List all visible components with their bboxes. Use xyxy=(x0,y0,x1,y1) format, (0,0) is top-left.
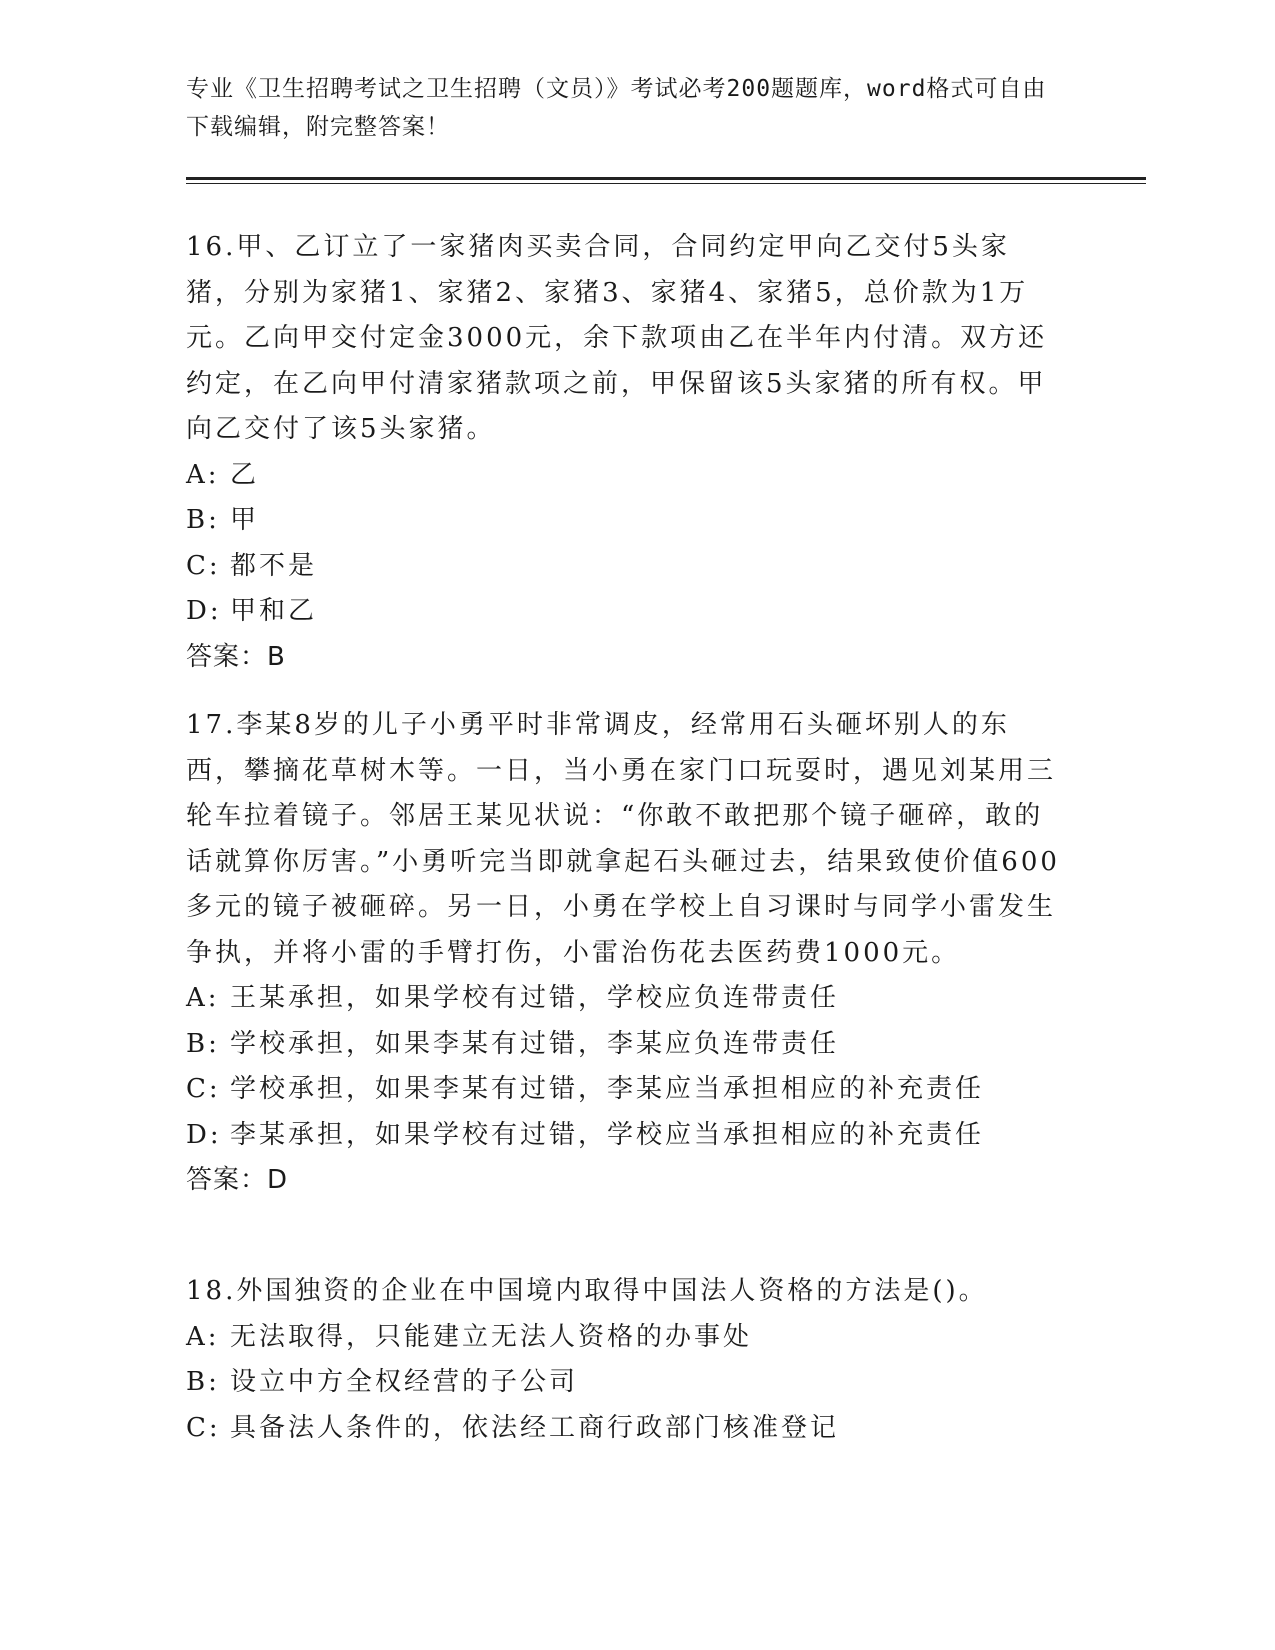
option-key: A: xyxy=(186,983,220,1013)
option-key: A: xyxy=(186,459,220,490)
option-key: A: xyxy=(186,1321,220,1352)
option-key: B: xyxy=(186,1367,220,1397)
question-18 xyxy=(186,1269,1066,1451)
option-text: 王某承担，如果学校有过错，学校应负连带责任 xyxy=(230,983,840,1013)
option-text: 李某承担，如果学校有过错，学校应当承担相应的补充责任 xyxy=(230,1119,985,1150)
option-b xyxy=(186,1022,1066,1068)
option-text: 乙 xyxy=(230,459,260,490)
option-c xyxy=(186,1406,1066,1452)
header-divider-thick xyxy=(186,177,1146,180)
document-page xyxy=(186,70,1146,1443)
option-a xyxy=(186,976,1066,1022)
option-b xyxy=(186,1360,1066,1406)
question-16 xyxy=(186,225,1066,680)
option-a xyxy=(186,453,1066,499)
option-key: B: xyxy=(186,505,220,535)
question-stem: 18.外国独资的企业在中国境内取得中国法人资格的方法是()。 xyxy=(186,1276,988,1306)
option-key: C: xyxy=(186,1412,221,1443)
option-d xyxy=(186,589,1066,635)
header-divider-thin xyxy=(186,183,1146,184)
option-a xyxy=(186,1315,1066,1361)
answer: 答案：B xyxy=(186,641,286,672)
question-17 xyxy=(186,703,1066,1204)
option-b xyxy=(186,498,1066,544)
document-header: 专业《卫生招聘考试之卫生招聘（文员）》考试必考200题题库，word格式可自由下载编辑，附完整答案！ xyxy=(186,76,1047,140)
option-key: C: xyxy=(186,1074,221,1104)
option-text: 具备法人条件的，依法经工商行政部门核准登记 xyxy=(230,1412,840,1443)
option-c xyxy=(186,1067,1066,1113)
option-key: D: xyxy=(186,596,222,626)
option-key: B: xyxy=(186,1028,220,1059)
option-text: 甲和乙 xyxy=(230,596,318,626)
option-c xyxy=(186,544,1066,590)
option-text: 设立中方全权经营的子公司 xyxy=(230,1367,579,1397)
option-text: 无法取得，只能建立无法人资格的办事处 xyxy=(230,1321,753,1352)
option-d xyxy=(186,1113,1066,1159)
option-key: C: xyxy=(186,550,221,581)
option-text: 学校承担，如果李某有过错，李某应当承担相应的补充责任 xyxy=(230,1074,985,1104)
answer: 答案：D xyxy=(186,1165,289,1195)
question-stem: 16.甲、乙订立了一家猪肉买卖合同，合同约定甲向乙交付5头家猪，分别为家猪1、家猪2、家猪3、家猪4、家猪5，总价款为1万元。乙向甲交付定金3000元，余下款项由乙在半年内付清。双方还约定，在乙向甲付清家猪款项之前，甲保留该5头家猪的所有权。甲向乙交付了该5头家猪。 xyxy=(186,232,1048,444)
option-text: 甲 xyxy=(230,505,260,535)
option-key: D: xyxy=(186,1119,222,1150)
option-text: 学校承担，如果李某有过错，李某应负连带责任 xyxy=(230,1028,840,1059)
option-text: 都不是 xyxy=(230,550,318,581)
question-stem: 17.李某8岁的儿子小勇平时非常调皮，经常用石头砸坏别人的东西，攀摘花草树木等。一日，当小勇在家门口玩耍时，遇见刘某用三轮车拉着镜子。邻居王某见状说：“你敢不敢把那个镜子砸碎，敢的话就算你厉害。”小勇听完当即就拿起石头砸过去，结果致使价值600多元的镜子被砸碎。另一日，小勇在学校上自习课时与同学小雷发生争执，并将小雷的手臂打伤，小雷治伤花去医药费1000元。 xyxy=(186,710,1060,968)
